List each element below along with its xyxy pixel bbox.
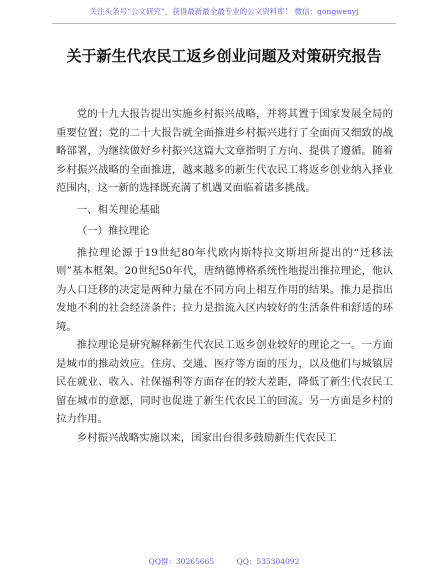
document-title: 关于新生代农民工返乡创业问题及对策研究报告 xyxy=(66,47,382,65)
footer-qq: QQ：535304092 xyxy=(236,557,300,566)
section-heading: 一、相关理论基础 xyxy=(76,203,160,216)
intro-paragraph: 党的十九大报告提出实施乡村振兴战略，并将其置于国家发展全局的重要位置；党的二十大报告就全面推进乡村振兴进行了全面而又细致的战略部署，为继续做好乡村振兴这篇大文章指明了方向、提供了遵循。随着乡村振兴战略的全面推进，越来越多的新生代农民工将返乡创业纳入择业范围内，这一新的选择既充满了机遇又面临着诸多挑战。 xyxy=(56,108,393,194)
footer-qq-group: QQ群：30265665 xyxy=(148,557,215,566)
subsection-heading: （一）推拉理论 xyxy=(76,225,150,237)
body-paragraph: 推拉理论源于19世纪80年代欧内斯特拉文斯坦所提出的“迁移法则”基本框架。20世纪50年代，唐纳德博格系统性地提出推拉理论，他认为人口迁移的决定是两种力量在不同方向上相互作用的结果。推力是指出发地不利的社会经济条件；拉力是指流入区内较好的生活条件和舒适的环境。 xyxy=(56,246,393,333)
document-body xyxy=(56,105,393,447)
body-paragraph: 乡村振兴战略实施以来，国家出台很多鼓励新生代农民工 xyxy=(76,431,337,444)
footer-contact-note xyxy=(0,556,448,567)
header-promo-note: 关注头条号“公文研究”，获得最新最全最专业的公文资料库！ 微信：gongwenyj xyxy=(89,7,359,16)
header-divider xyxy=(52,23,396,24)
body-paragraph: 推拉理论是研究解释新生代农民工返乡创业较好的理论之一。一方面是城市的推动效应。住房、交通、医疗等方面的压力，以及他们与城镇居民在就业、收入、社保福利等方面存在的较大差距，降低了新生代农民工留在城市的意愿，同时也促进了新生代农民工的回流。另一方面是乡村的拉力作用。 xyxy=(56,339,393,425)
